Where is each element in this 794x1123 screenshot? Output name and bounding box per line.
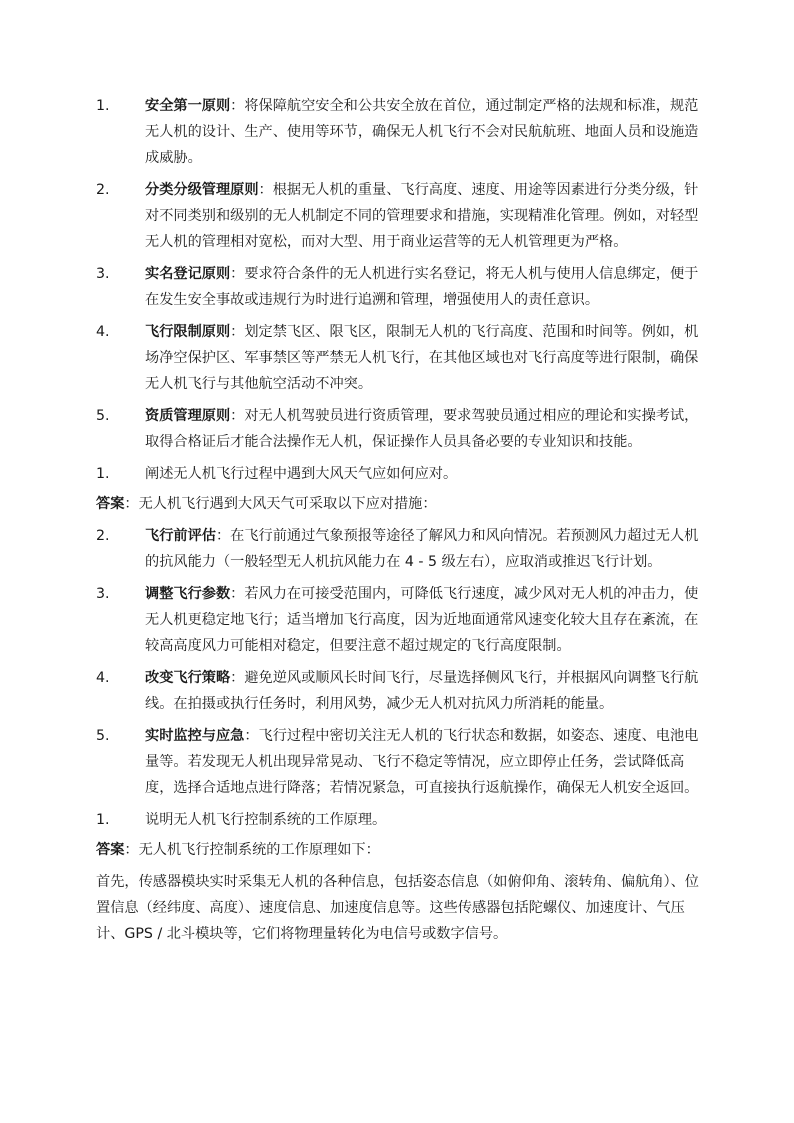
item-title: 调整飞行参数 <box>145 586 231 602</box>
list-item: 1. 安全第一原则：将保障航空安全和公共安全放在首位，通过制定严格的法规和标准，规范无人机的设计、生产、使用等环节，确保无人机飞行不会对民航航班、地面人员和设施造成威胁。 <box>96 93 706 171</box>
list-item: 3. 调整飞行参数：若风力在可接受范围内，可降低飞行速度，减少风对无人机的冲击力，使无人机更稳定地飞行；适当增加飞行高度，因为近地面通常风速变化较大且存在紊流，在较高高度风力可能相对稳定，但要注意不超过规定的飞行高度限制。 <box>96 581 706 659</box>
item-text: 飞行过程中密切关注无人机的飞行状态和数据，如姿态、速度、电池电量等。若发现无人机出现异常晃动、飞行不稳定等情况，应立即停止任务，尝试降低高度，选择合适地点进行降落；若情况紧急，可直接执行返航操作，确保无人机安全返回。 <box>145 728 699 796</box>
list-number: 1. <box>96 812 110 828</box>
answer-label: 答案 <box>96 496 125 512</box>
answer-text: 无人机飞行控制系统的工作原理如下： <box>138 842 380 858</box>
item-title: 安全第一原则 <box>145 98 231 114</box>
list-item: 3. 实名登记原则：要求符合条件的无人机进行实名登记，将无人机与使用人信息绑定，便于在发生安全事故或违规行为时进行追溯和管理，增强使用人的责任意识。 <box>96 261 706 313</box>
list-item: 4. 改变飞行策略：避免逆风或顺风长时间飞行，尽量选择侧风飞行，并根据风向调整飞行航线。在拍摄或执行任务时，利用风势，减少无人机对抗风力所消耗的能量。 <box>96 665 706 717</box>
list-item: 4. 飞行限制原则：划定禁飞区、限飞区，限制无人机的飞行高度、范围和时间等。例如，机场净空保护区、军事禁区等严禁无人机飞行，在其他区域也对飞行高度等进行限制，确保无人机飞行与其他航空活动不冲突。 <box>96 319 706 397</box>
item-title: 实时监控与应急 <box>145 728 245 744</box>
item-title: 资质管理原则 <box>145 408 231 424</box>
item-text: 在飞行前通过气象预报等途径了解风力和风向情况。若预测风力超过无人机的抗风能力（一般轻型无人机抗风能力在 4 - 5 级左右），应取消或推迟飞行计划。 <box>145 528 699 570</box>
answer-line: 答案：无人机飞行控制系统的工作原理如下： <box>96 842 380 858</box>
list-number: 3. <box>96 586 110 602</box>
item-text: 避免逆风或顺风长时间飞行，尽量选择侧风飞行，并根据风向调整飞行航线。在拍摄或执行任务时，利用风势，减少无人机对抗风力所消耗的能量。 <box>145 670 699 712</box>
body-paragraph: 首先，传感器模块实时采集无人机的各种信息，包括姿态信息（如俯仰角、滚转角、偏航角）、位置信息（经纬度、高度）、速度信息、加速度信息等。这些传感器包括陀螺仪、加速度计、气压计、GPS / 北斗模块等，它们将物理量转化为电信号或数字信号。 <box>96 874 699 942</box>
item-title: 飞行限制原则 <box>145 324 231 340</box>
question-text: 阐述无人机飞行过程中遇到大风天气应如何应对。 <box>145 466 458 482</box>
wind-measures-list <box>96 523 706 801</box>
question-item <box>96 461 706 487</box>
list-number: 5. <box>96 408 110 424</box>
list-number: 1. <box>96 466 110 482</box>
list-item: 5. 资质管理原则：对无人机驾驶员进行资质管理，要求驾驶员通过相应的理论和实操考试，取得合格证后才能合法操作无人机，保证操作人员具备必要的专业知识和技能。 <box>96 403 706 455</box>
question-text: 说明无人机飞行控制系统的工作原理。 <box>145 812 387 828</box>
item-text: 划定禁飞区、限飞区，限制无人机的飞行高度、范围和时间等。例如，机场净空保护区、军事禁区等严禁无人机飞行，在其他区域也对飞行高度等进行限制，确保无人机飞行与其他航空活动不冲突。 <box>145 324 699 392</box>
list-number: 5. <box>96 728 110 744</box>
answer-label: 答案 <box>96 842 125 858</box>
item-text: 根据无人机的重量、飞行高度、速度、用途等因素进行分类分级，针对不同类别和级别的无人机制定不同的管理要求和措施，实现精准化管理。例如，对轻型无人机的管理相对宽松，而对大型、用于商业运营等的无人机管理更为严格。 <box>145 182 699 250</box>
item-title: 改变飞行策略 <box>145 670 231 686</box>
principles-list <box>96 93 706 455</box>
item-text: 将保障航空安全和公共安全放在首位，通过制定严格的法规和标准，规范无人机的设计、生产、使用等环节，确保无人机飞行不会对民航航班、地面人员和设施造成威胁。 <box>145 98 699 166</box>
item-title: 分类分级管理原则 <box>145 182 259 198</box>
list-number: 2. <box>96 182 110 198</box>
item-text: 若风力在可接受范围内，可降低飞行速度，减少风对无人机的冲击力，使无人机更稳定地飞行；适当增加飞行高度，因为近地面通常风速变化较大且存在紊流，在较高高度风力可能相对稳定，但要注意不超过规定的飞行高度限制。 <box>145 586 699 654</box>
item-text: 要求符合条件的无人机进行实名登记，将无人机与使用人信息绑定，便于在发生安全事故或违规行为时进行追溯和管理，增强使用人的责任意识。 <box>145 266 699 308</box>
item-title: 实名登记原则 <box>145 266 231 282</box>
question-item <box>96 807 706 833</box>
item-title: 飞行前评估 <box>145 528 216 544</box>
list-item: 2. 飞行前评估：在飞行前通过气象预报等途径了解风力和风向情况。若预测风力超过无人机的抗风能力（一般轻型无人机抗风能力在 4 - 5 级左右），应取消或推迟飞行计划。 <box>96 523 706 575</box>
answer-text: 无人机飞行遇到大风天气可采取以下应对措施： <box>138 496 437 512</box>
answer-line: 答案：无人机飞行遇到大风天气可采取以下应对措施： <box>96 496 437 512</box>
document-body <box>96 93 706 947</box>
list-number: 3. <box>96 266 110 282</box>
list-item: 2. 分类分级管理原则：根据无人机的重量、飞行高度、速度、用途等因素进行分类分级，针对不同类别和级别的无人机制定不同的管理要求和措施，实现精准化管理。例如，对轻型无人机的管理相对宽松，而对大型、用于商业运营等的无人机管理更为严格。 <box>96 177 706 255</box>
list-item: 5. 实时监控与应急：飞行过程中密切关注无人机的飞行状态和数据，如姿态、速度、电池电量等。若发现无人机出现异常晃动、飞行不稳定等情况，应立即停止任务，尝试降低高度，选择合适地点进行降落；若情况紧急，可直接执行返航操作，确保无人机安全返回。 <box>96 723 706 801</box>
list-number: 2. <box>96 528 110 544</box>
list-number: 1. <box>96 98 110 114</box>
item-text: 对无人机驾驶员进行资质管理，要求驾驶员通过相应的理论和实操考试，取得合格证后才能合法操作无人机，保证操作人员具备必要的专业知识和技能。 <box>145 408 699 450</box>
list-number: 4. <box>96 324 110 340</box>
list-number: 4. <box>96 670 110 686</box>
